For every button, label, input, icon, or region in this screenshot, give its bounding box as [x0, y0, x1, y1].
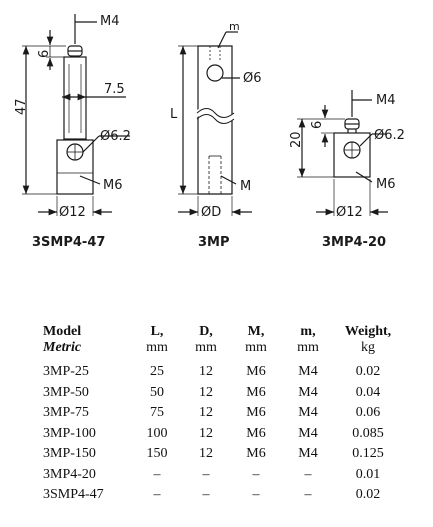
table-row: [43, 485, 403, 506]
cell-l: 150: [146, 446, 168, 461]
cell-d: –: [202, 466, 210, 482]
header-m-lower-unit: mm: [297, 340, 319, 355]
label-m6-bottom-right: M6: [376, 177, 396, 192]
cell-model: 3MP-100: [43, 425, 96, 441]
label-ball-6: Ø6: [243, 71, 262, 86]
header-weight-label: Weight,: [344, 324, 392, 339]
cell-m-upper: M6: [246, 364, 266, 379]
cell-model: 3MP-75: [43, 405, 89, 420]
header-m-lower-label: m,: [300, 324, 316, 339]
header-l: [131, 324, 183, 362]
cell-d: –: [202, 487, 210, 502]
cell-weight: 0.125: [352, 446, 384, 461]
cell-m-lower: M4: [298, 405, 318, 420]
header-l-unit: mm: [146, 340, 168, 355]
label-ball-6-2-right: Ø6.2: [374, 128, 405, 143]
cell-weight: 0.06: [355, 405, 381, 420]
header-m-upper-label: M,: [247, 324, 265, 339]
cell-model: 3MP4-20: [43, 466, 96, 482]
cell-m-lower: –: [304, 487, 312, 502]
shaft-shape: [64, 57, 86, 139]
cell-model: 3MP-150: [43, 446, 96, 461]
cell-l: –: [153, 487, 161, 502]
table-row: [43, 362, 403, 383]
cell-m-upper: M6: [246, 425, 266, 441]
label-47-length: 47: [14, 98, 29, 115]
cell-m-upper: M6: [246, 384, 266, 400]
cell-d: 12: [199, 405, 213, 420]
label-m4-top-right: M4: [376, 93, 396, 108]
label-m6-bottom: M6: [103, 178, 123, 193]
cell-model: 3SMP4-47: [43, 487, 104, 502]
cell-m-lower: M4: [298, 384, 318, 400]
label-20-height: 20: [289, 131, 304, 148]
label-m4-top: M4: [100, 14, 120, 29]
header-model-sub: Metric: [43, 340, 82, 355]
label-7-5-diameter: 7.5: [104, 82, 125, 97]
header-m-upper: [229, 324, 283, 362]
label-d-diameter: ØD: [201, 205, 222, 220]
header-weight-unit: kg: [361, 340, 375, 355]
cell-m-lower: –: [304, 466, 312, 482]
cell-m-lower: M4: [298, 364, 318, 379]
cell-m-lower: M4: [298, 425, 318, 441]
drawing-3mp4-20: [297, 90, 388, 216]
cell-m-lower: M4: [298, 446, 318, 461]
table-row: [43, 403, 403, 424]
label-12-width-right: Ø12: [336, 205, 363, 220]
cell-weight: 0.01: [355, 466, 381, 482]
cell-m-upper: –: [252, 487, 260, 502]
header-model: [43, 324, 131, 362]
cell-weight: 0.02: [355, 487, 381, 502]
label-12-width: Ø12: [59, 205, 86, 220]
caption-3mp: 3MP: [198, 235, 230, 250]
cell-l: 100: [146, 425, 168, 441]
label-6-length: 6: [37, 49, 52, 58]
label-6-length-right: 6: [310, 120, 325, 129]
spec-table-header-row: [43, 324, 403, 362]
cell-l: 25: [150, 364, 164, 379]
cell-m-upper: –: [252, 466, 260, 482]
table-row: [43, 383, 403, 404]
header-d-label: D,: [199, 324, 213, 339]
spec-table-container: [43, 324, 403, 506]
table-row: [43, 424, 403, 445]
cell-d: 12: [199, 364, 213, 379]
cell-d: 12: [199, 425, 213, 441]
cell-weight: 0.02: [355, 364, 381, 379]
cell-weight: 0.085: [352, 425, 384, 441]
caption-3smp4-47: 3SMP4-47: [32, 235, 106, 250]
table-row: [43, 444, 403, 465]
spec-table: [43, 324, 403, 506]
caption-3mp4-20: 3MP4-20: [322, 235, 387, 250]
label-ball-6-2: Ø6.2: [100, 129, 131, 144]
label-m-thread: M: [240, 179, 252, 194]
header-weight: [333, 324, 403, 362]
cell-m-upper: M6: [246, 405, 266, 420]
cell-l: 50: [150, 384, 164, 400]
cell-l: –: [153, 466, 161, 482]
header-model-label: Model: [43, 324, 82, 339]
cell-d: 12: [199, 446, 213, 461]
label-l-length: L: [170, 107, 178, 122]
header-d: [183, 324, 229, 362]
cell-weight: 0.04: [355, 384, 381, 400]
cell-model: 3MP-50: [43, 384, 89, 400]
header-d-unit: mm: [195, 340, 217, 355]
table-row: [43, 465, 403, 486]
header-l-label: L,: [150, 324, 164, 339]
cell-model: 3MP-25: [43, 364, 89, 379]
cell-d: 12: [199, 384, 213, 400]
cell-l: 75: [150, 405, 164, 420]
header-m-upper-unit: mm: [245, 340, 267, 355]
cell-m-upper: M6: [246, 446, 266, 461]
label-m-small: m: [229, 20, 240, 33]
header-m-lower: [283, 324, 333, 362]
